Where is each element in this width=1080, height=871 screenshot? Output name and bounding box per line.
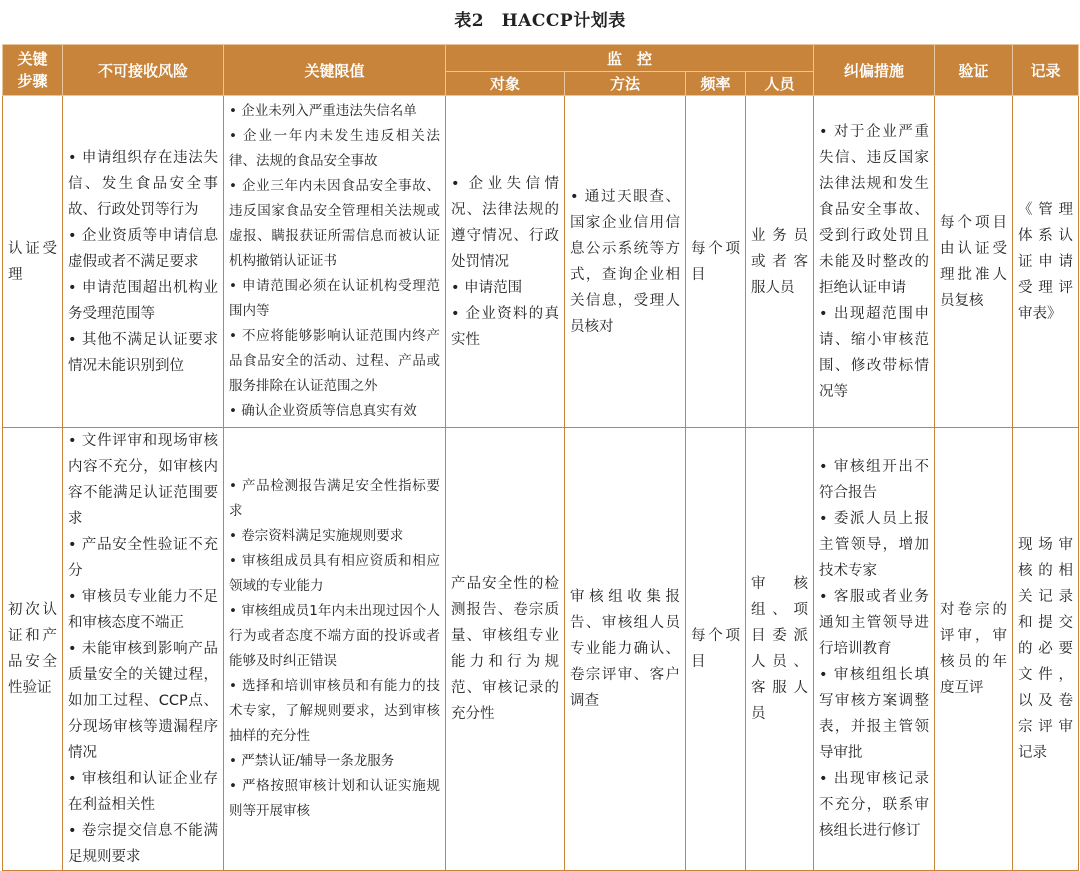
risk-item: • 审核员专业能力不足和审核态度不端正 [68,589,218,631]
limit-item: • 产品检测报告满足安全性指标要求 [229,478,440,519]
limit-item: • 严格按照审核计划和认证实施规则等开展审核 [229,778,440,819]
correct-item: • 审核组组长填写审核方案调整表，并报主管领导审批 [819,667,930,761]
object-item: 产品安全性的检测报告、卷宗质量、审核组专业能力和行为规范、审核记录的充分性 [451,576,559,722]
row1-record: 《管理体系认证申请受理评审表》 [1013,96,1079,428]
risk-item: • 企业资质等申请信息虚假或者不满足要求 [68,227,218,270]
row2-risk [63,428,224,871]
header-method: 方法 [565,72,686,96]
row1-person: 业务员或者客服人员 [746,96,814,428]
limit-item: • 确认企业资质等信息真实有效 [229,403,417,419]
header-risk: 不可接收风险 [63,45,224,96]
correct-item: • 客服或者业务通知主管领导进行培训教育 [819,589,930,657]
limit-item: • 审核组成员具有相应资质和相应领域的专业能力 [229,553,440,594]
row2-correct [814,428,935,871]
correct-item: • 出现超范围申请、缩小审核范围、修改带标情况等 [819,305,930,400]
risk-item: • 卷宗提交信息不能满足规则要求 [68,823,218,865]
header-correct: 纠偏措施 [814,45,935,96]
header-object: 对象 [446,72,565,96]
limit-item: • 不应将能够影响认证范围内终产品食品安全的活动、过程、产品或服务排除在认证范围之外 [229,328,440,394]
limit-item: • 企业一年内未发生违反相关法律、法规的食品安全事故 [229,128,440,169]
row1-risk [63,96,224,428]
row2-freq: 每个项目 [686,428,746,871]
limit-item: • 企业未列入严重违法失信名单 [229,103,417,119]
row2-limit [224,428,446,871]
correct-item: • 委派人员上报主管领导，增加技术专家 [819,511,930,579]
correct-item: • 出现审核记录不充分，联系审核组长进行修订 [819,771,930,839]
limit-item: • 选择和培训审核员和有能力的技术专家，了解规则要求，达到审核抽样的充分性 [229,678,440,744]
row1-freq: 每个项目 [686,96,746,428]
header-limit: 关键限值 [224,45,446,96]
table-title: 表2 HACCP计划表 [454,11,626,31]
header-monitor: 监 控 [446,45,814,72]
row2-person: 审核组、项目委派人员、客服人员 [746,428,814,871]
header-person: 人员 [746,72,814,96]
risk-item: • 文件评审和现场审核内容不充分，如审核内容不能满足认证范围要求 [68,433,218,527]
limit-item: • 审核组成员1年内未出现过因个人行为或者态度不端方面的投诉或者能够及时纠正错误 [229,603,440,669]
object-item: • 企业失信情况、法律法规的遵守情况、行政处罚情况 [451,175,559,270]
risk-item: • 其他不满足认证要求情况未能识别到位 [68,331,218,374]
row1-verify: 每个项目由认证受理批准人员复核 [935,96,1013,428]
correct-item: • 审核组开出不符合报告 [819,459,930,501]
row2-verify: 对卷宗的评审，审核员的年度互评 [935,428,1013,871]
row1-object [446,96,565,428]
row1-step: 认证受理 [3,96,63,428]
limit-item: • 申请范围必须在认证机构受理范围内等 [229,278,440,319]
header-step: 关键步骤 [3,45,63,96]
limit-item: • 严禁认证/辅导一条龙服务 [229,753,395,769]
row2-step: 初次认证和产品安全性验证 [3,428,63,871]
risk-item: • 产品安全性验证不充分 [68,537,218,579]
haccp-plan-table [2,44,1079,871]
row2-record: 现场审核的相关记录和提交的必要文件，以及卷宗评审记录 [1013,428,1079,871]
table-row [3,96,1079,428]
risk-item: • 审核组和认证企业存在利益相关性 [68,771,218,813]
row2-method: 审核组收集报告、审核组人员专业能力确认、卷宗评审、客户调查 [565,428,686,871]
risk-item: • 申请范围超出机构业务受理范围等 [68,279,218,322]
limit-item: • 卷宗资料满足实施规则要求 [229,528,404,544]
row1-limit [224,96,446,428]
object-item: • 企业资料的真实性 [451,305,559,348]
header-verify: 验证 [935,45,1013,96]
header-record: 记录 [1013,45,1079,96]
row1-method: • 通过天眼查、国家企业信用信息公示系统等方式，查询企业相关信息，受理人员核对 [565,96,686,428]
limit-item: • 企业三年内未因食品安全事故、违反国家食品安全管理相关法规或虚报、瞒报获证所需信息而被认证机构撤销认证证书 [229,178,440,269]
risk-item: • 未能审核到影响产品质量安全的关键过程，如加工过程、CCP点、分现场审核等遗漏程序情况 [68,641,218,761]
table-row [3,428,1079,871]
risk-item: • 申请组织存在违法失信、发生食品安全事故、行政处罚等行为 [68,149,218,218]
row2-object [446,428,565,871]
object-item: • 申请范围 [451,279,523,296]
correct-item: • 对于企业严重失信、违反国家法律法规和发生食品安全事故、受到行政处罚且未能及时整改的拒绝认证申请 [819,123,930,296]
row1-correct [814,96,935,428]
header-freq: 频率 [686,72,746,96]
